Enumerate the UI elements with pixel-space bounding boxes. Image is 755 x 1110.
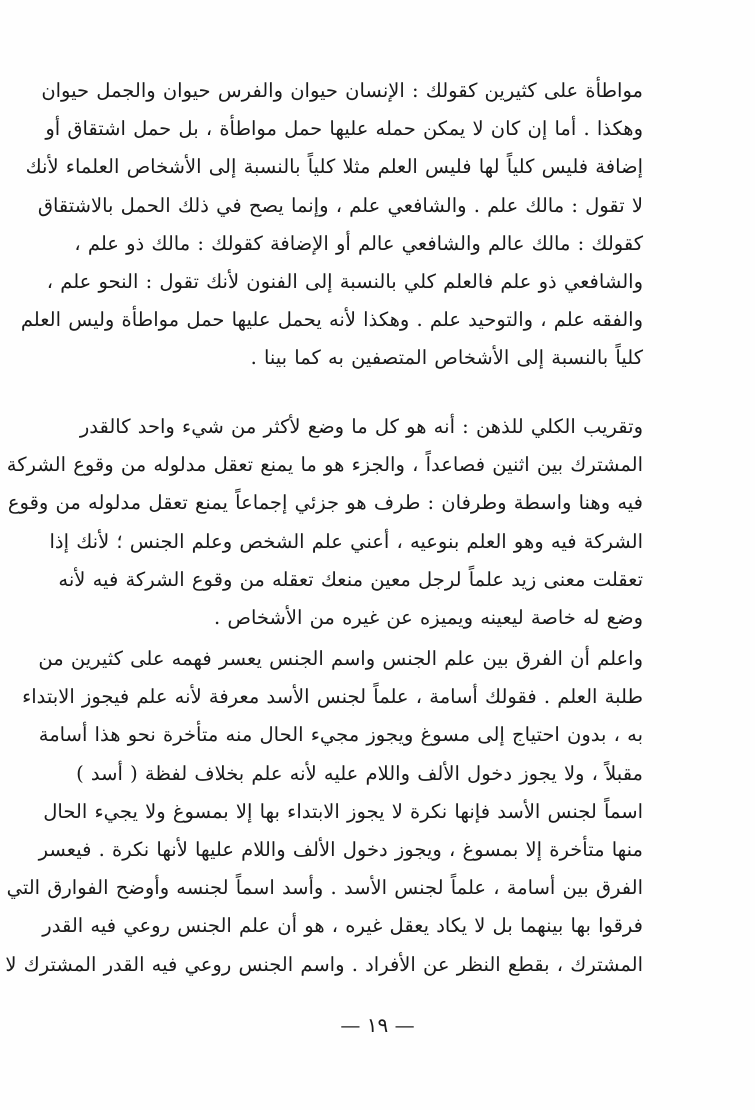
text-line: وتقريب الكلي للذهن : أنه هو كل ما وضع لأكثر من شيء واحد كالقدر — [79, 415, 643, 438]
text-line: الفرق بين أسامة ، علماً لجنس الأسد . وأسد اسماً لجنسه وأوضح الفوارق التي — [6, 876, 643, 900]
text-line: الشركة فيه وهو العلم بنوعيه ، أعني علم الشخص وعلم الجنس ؛ لأنك إذا — [49, 529, 643, 553]
text-line: المشترك ، بقطع النظر عن الأفراد . واسم الجنس روعي فيه القدر المشترك لا — [5, 952, 643, 976]
paragraph-1 — [20, 72, 643, 378]
text-line: فرقوا بها بينهما بل لا يكاد يعقل غيره ، هو أن علم الجنس روعي فيه القدر — [42, 914, 643, 938]
text-line: وضع له خاصة ليعينه ويميزه عن غيره من الأشخاص . — [214, 606, 643, 630]
text-line: به ، بدون احتياج إلى مسوغ ويجوز مجيء الحال منه متأخرة نحو هذا أسامة — [38, 723, 643, 747]
text-line: المشترك بين اثنين فصاعداً ، والجزء هو ما يمنع تعقل مدلوله من وقوع الشركة — [6, 453, 643, 477]
text-line: وهكذا . أما إن كان لا يمكن حمله عليها حمل مواطأة ، بل حمل اشتقاق أو — [45, 117, 643, 141]
text-line: فيه وهنا واسطة وطرفان : طرف هو جزئي إجماعاً يمنع تعقل مدلوله من وقوع — [7, 491, 643, 515]
text-line: مقبلاً ، ولا يجوز دخول الألف واللام عليه لأنه علم بخلاف لفظة ( أسد ) — [76, 761, 643, 785]
text-line: واعلم أن الفرق بين علم الجنس واسم الجنس يعسر فهمه على كثيرين من — [38, 647, 643, 670]
text-line: منها متأخرة إلا بمسوغ ، ويجوز دخول الألف واللام عليها لأنها نكرة . فيعسر — [38, 838, 643, 862]
text-line: كقولك : مالك عالم والشافعي عالم أو الإضافة كقولك : مالك ذو علم ، — [74, 231, 643, 255]
text-line: كلياً بالنسبة إلى الأشخاص المتصفين به كما بينا . — [250, 346, 643, 370]
text-line: تعقلت معنى زيد علماً لرجل معين منعك تعقله من وقوع الشركة فيه لأنه — [58, 567, 643, 591]
text-line: اسماً لجنس الأسد فإنها نكرة لا يجوز الابتداء بها إلا بمسوغ ولا يجيء الحال — [43, 799, 643, 823]
text-line: إضافة فليس كلياً لها فليس العلم مثلا كلياً بالنسبة إلى الأشخاص العلماء لأنك — [25, 155, 643, 179]
text-line: مواطأة على كثيرين كقولك : الإنسان حيوان والفرس حيوان والجمل حيوان — [41, 79, 643, 102]
page-number: — ١٩ — — [340, 1013, 415, 1037]
paragraph-3 — [5, 640, 643, 984]
text-line: والشافعي ذو علم فالعلم كلي بالنسبة إلى الفنون لأنك تقول : النحو علم ، — [46, 270, 643, 294]
text-line: والفقه علم ، والتوحيد علم . وهكذا لأنه يحمل عليها حمل مواطأة وليس العلم — [20, 308, 643, 332]
text-line: لا تقول : مالك علم . والشافعي علم ، وإنما يصح في ذلك الحمل بالاشتقاق — [37, 193, 643, 217]
paragraph-2 — [6, 408, 643, 637]
text-line: طلبة العلم . فقولك أسامة ، علماً لجنس الأسد معرفة لأنه علم فيجوز الابتداء — [22, 685, 643, 709]
